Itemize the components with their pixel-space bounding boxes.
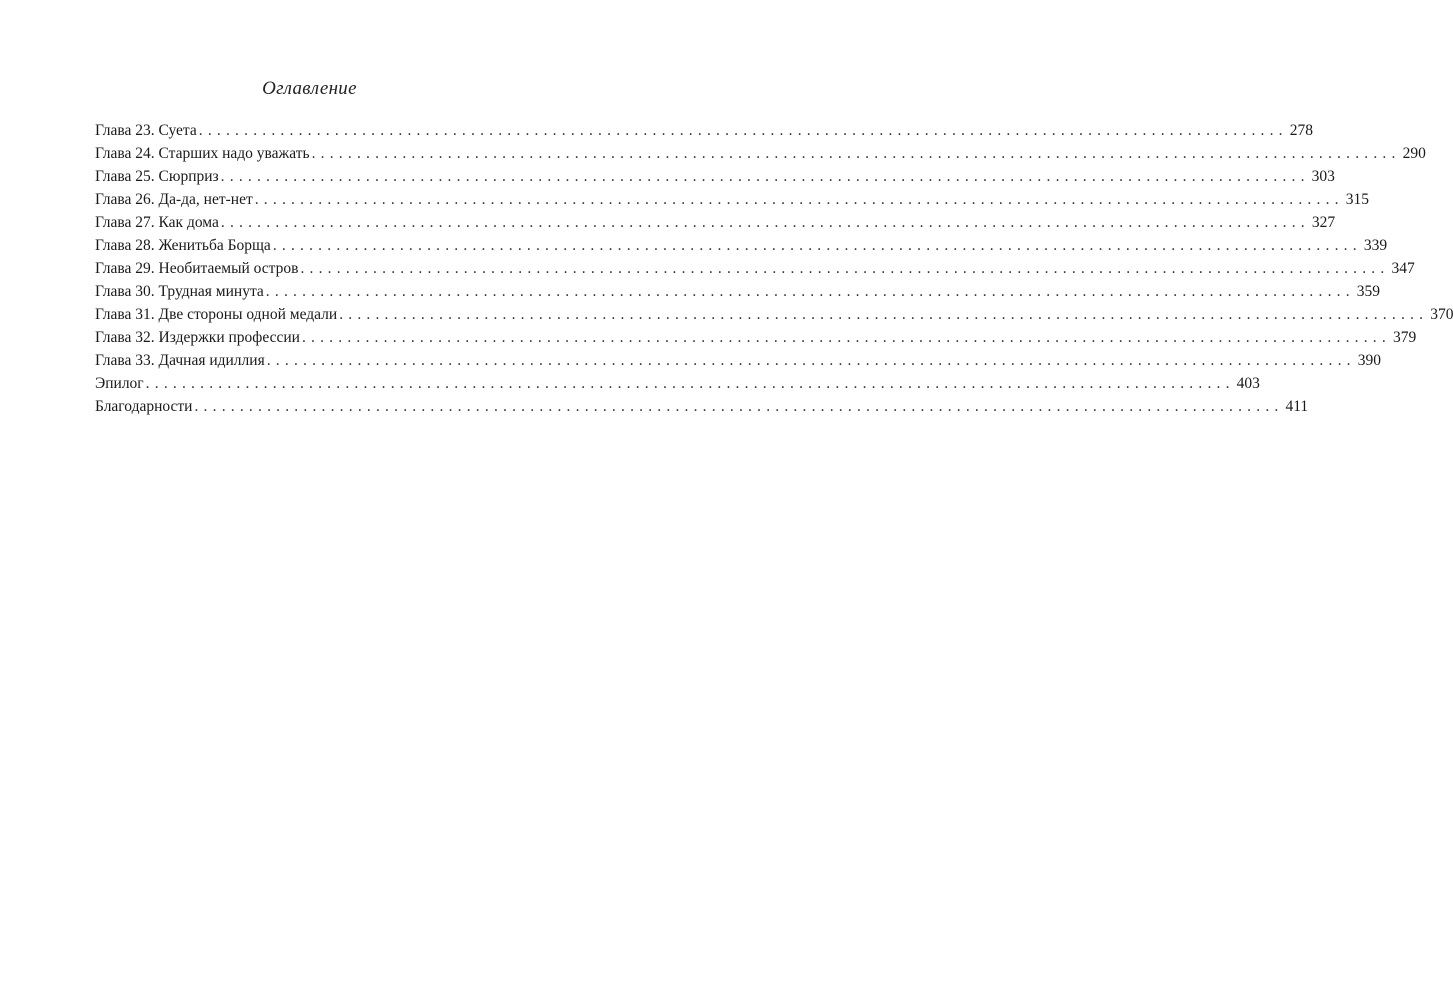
toc-entry [95,280,1381,303]
toc-entry-label: Эпилог [95,375,144,392]
dot-leader: ........................................................................................................................ [272,237,1362,254]
toc-entry-page: 315 [1345,191,1369,208]
toc-entry-label: Глава 27. Как дома [95,214,219,231]
toc-entry [95,165,1335,188]
page-title: Оглавление [262,78,357,99]
toc-entry-page: 290 [1402,145,1426,162]
toc-entry [95,234,1388,257]
dot-leader: ........................................................................................................................ [254,191,1344,208]
dot-leader: ........................................................................................................................ [311,145,1401,162]
toc-entry [95,303,1453,326]
toc-entry [95,119,1313,142]
dot-leader: ........................................................................................................................ [300,260,1390,277]
toc-entry-page: 390 [1357,352,1381,369]
toc-entry-page: 370 [1430,306,1453,323]
dot-leader: ........................................................................................................................ [220,214,1310,231]
toc-entry-label: Глава 32. Издержки профессии [95,329,300,346]
toc-entry-label: Глава 31. Две стороны одной медали [95,306,338,323]
toc-entry-label: Глава 28. Женитьба Борща [95,237,271,254]
toc-entry-page: 339 [1363,237,1388,254]
dot-leader: ........................................................................................................................ [198,122,1288,139]
toc-entry [95,211,1336,234]
toc-entry-page: 379 [1392,329,1417,346]
dot-leader: ........................................................................................................................ [145,375,1235,392]
dot-leader: ........................................................................................................................ [266,352,1356,369]
dot-leader: ........................................................................................................................ [301,329,1391,346]
toc-entry-label: Глава 23. Суета [95,122,197,139]
toc-entry-page: 359 [1356,283,1381,300]
toc-entry [95,326,1417,349]
toc-entry-label: Глава 33. Дачная идиллия [95,352,265,369]
toc-entry-label: Глава 30. Трудная минута [95,283,264,300]
toc-entry-page: 403 [1236,375,1260,392]
toc-entry-label: Благодарности [95,398,193,415]
toc-entry [95,372,1260,395]
toc-entry-label: Глава 29. Необитаемый остров [95,260,299,277]
toc-entry [95,188,1369,211]
toc-entry-page: 347 [1391,260,1415,277]
table-of-contents [95,119,1453,418]
toc-entry [95,257,1415,280]
toc-entry-page: 278 [1289,122,1313,139]
dot-leader: ........................................................................................................................ [265,283,1355,300]
dot-leader: ........................................................................................................................ [339,306,1429,323]
toc-entry-page: 411 [1285,398,1309,415]
toc-entry-label: Глава 24. Старших надо уважать [95,145,310,162]
toc-entry-page: 327 [1311,214,1336,231]
toc-entry-label: Глава 26. Да-да, нет-нет [95,191,253,208]
toc-entry [95,142,1426,165]
toc-entry-label: Глава 25. Сюрприз [95,168,219,185]
dot-leader: ........................................................................................................................ [194,398,1284,415]
dot-leader: ........................................................................................................................ [220,168,1310,185]
toc-entry-page: 303 [1311,168,1335,185]
toc-entry [95,349,1381,372]
toc-entry [95,395,1309,418]
